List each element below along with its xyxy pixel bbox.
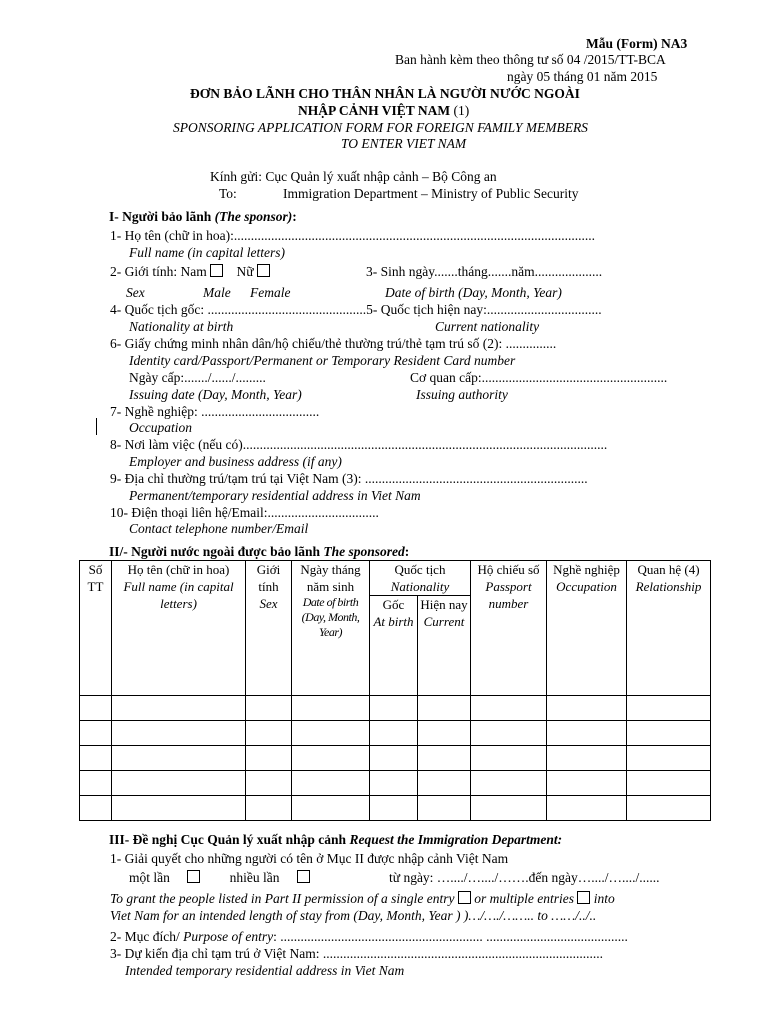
section-2-heading [109,544,409,560]
field-10-en: Contact telephone number/Email [129,521,309,536]
table-row[interactable] [80,771,711,796]
single-entry-label: một lần [129,870,170,885]
entry-options [129,870,310,886]
col-header-sex [246,561,292,696]
col-header-relationship [627,561,711,696]
request-en-line-2: Viet Nam for an intended length of stay from (Day, Month, Year ) )…/…./…….. to ……/../.. [110,908,597,923]
purpose-field[interactable] [110,929,628,945]
section-2-heading-vn: II/- Người nước ngoài được bảo lãnh [109,544,324,559]
multiple-entry-label: nhiều lần [229,870,280,885]
section-1-heading-en: (The sponsor) [214,209,293,224]
section-2-heading-colon: : [404,544,410,559]
col-header-nat-birth [370,596,418,696]
female-label: Nữ [236,264,254,279]
request-line-1: 1- Giải quyết cho những người có tên ở Mục II được nhập cảnh Việt Nam [110,851,509,866]
col-header-dob [292,561,370,696]
table-row[interactable] [80,696,711,721]
request-en-line-1 [110,891,615,907]
col-header-nat-current [418,596,471,696]
section-3-heading-en: Request the Immigration Department: [349,832,563,847]
field-9-address[interactable]: 9- Địa chỉ thường trú/tạm trú tại Việt Nam (3): .................................................................. [110,471,588,486]
purpose-label-en: Purpose of entry [183,929,274,944]
table-row[interactable] [80,721,711,746]
col-dob-en: Date of birth (Day, Month, Year) [301,595,360,639]
purpose-label-vn: 2- Mục đích/ [110,929,184,944]
table-row[interactable] [80,796,711,821]
col-header-no: Số TT [80,561,112,696]
col-header-nationality [370,561,471,596]
female-checkbox[interactable] [257,264,270,277]
multiple-entry-checkbox[interactable] [297,870,310,883]
title-vn-line-1: ĐƠN BẢO LÃNH CHO THÂN NHÂN LÀ NGƯỜI NƯỚC NGOÀI [190,86,580,101]
field-2-en-female: Female [250,285,291,300]
col-name-vn: Họ tên (chữ in hoa) [127,562,230,577]
field-6-id[interactable]: 6- Giấy chứng minh nhân dân/hộ chiếu/thẻ thường trú/thẻ tạm trú số (2): ............... [110,336,557,351]
request-en-1a: To grant the people listed in Part II permission of a single entry [110,891,455,906]
addressee-vn: Kính gửi: Cục Quản lý xuất nhập cảnh – Bộ Công an [210,169,497,184]
issued-line-1: Ban hành kèm theo thông tư số 04 /2015/TT-BCA [395,52,666,67]
purpose-dots: : ............................................................ .......................................... [273,929,628,944]
field-6-date-en: Issuing date (Day, Month, Year) [129,387,302,402]
form-code: Mẫu (Form) NA3 [586,36,688,51]
stay-period-field[interactable]: từ ngày: …..../…..../…….đến ngày…..../…..../...... [389,870,660,885]
field-7-occupation[interactable]: 7- Nghề nghiệp: ................................... [110,404,320,419]
col-nat-birth-vn: Gốc [382,597,405,612]
col-nat-vn: Quốc tịch [394,562,446,577]
col-job-vn: Nghề nghiệp [553,562,620,577]
field-6-issue-date[interactable]: Ngày cấp:......./....../......... [129,370,266,385]
single-entry-en-checkbox[interactable] [458,891,471,904]
field-10-contact[interactable]: 10- Điện thoại liên hệ/Email:................................. [110,505,379,520]
addressee-en-to: To: [219,186,237,201]
request-en-1c: into [593,891,615,906]
field-3-en: Date of birth (Day, Month, Year) [385,285,562,300]
col-pp-en: Passport number [485,579,532,611]
field-6-authority-en: Issuing authority [416,387,508,402]
col-nat-en: Nationality [390,579,450,594]
title-vn-line-2 [298,103,469,119]
text-cursor [96,418,97,435]
multiple-entry-en-checkbox[interactable] [577,891,590,904]
field-2-sex [110,264,270,280]
field-7-en: Occupation [129,420,192,435]
section-1-heading-vn: I- Người bảo lãnh [109,209,215,224]
issued-line-2: ngày 05 tháng 01 năm 2015 [507,69,658,84]
title-vn-line-2-text: NHẬP CẢNH VIỆT NAM [298,103,451,118]
title-en-line-2: TO ENTER VIET NAM [341,136,467,151]
field-8-employer[interactable]: 8- Nơi làm việc (nếu có)............................................................................................................ [110,437,608,452]
col-header-name [112,561,246,696]
col-nat-birth-en: At birth [373,614,414,629]
col-name-en: Full name (in capital letters) [123,579,234,611]
col-nat-cur-en: Current [423,614,465,629]
sponsored-persons-table [79,560,711,821]
temp-address-en: Intended temporary residential address in Viet Nam [125,963,405,978]
col-pp-vn: Hộ chiếu số [477,562,540,577]
field-5-en: Current nationality [435,319,540,334]
col-job-en: Occupation [556,579,617,594]
field-4-5-nationality[interactable]: 4- Quốc tịch gốc: ...............................................5- Quốc tịch hiện nay:.................................. [110,302,602,317]
field-2-en-sex: Sex [126,285,145,300]
field-9-en: Permanent/temporary residential address in Viet Nam [129,488,421,503]
temp-address-field[interactable]: 3- Dự kiến địa chỉ tạm trú ở Việt Nam: ................................................................................... [110,946,603,961]
field-8-en: Employer and business address (if any) [129,454,342,469]
col-rel-en: Relationship [635,579,702,594]
col-dob-vn: Ngày tháng năm sinh [300,562,361,594]
title-note: (1) [453,103,470,118]
col-nat-cur-vn: Hiện nay [420,597,468,612]
section-2-heading-en: The sponsored [323,544,405,559]
col-sex-vn: Giới tính [256,562,281,594]
field-2-label: 2- Giới tính: Nam [110,264,207,279]
table-row[interactable] [80,746,711,771]
field-1-en: Full name (in capital letters) [129,245,285,260]
single-entry-checkbox[interactable] [187,870,200,883]
col-rel-vn: Quan hệ (4) [637,562,700,577]
field-6-authority[interactable]: Cơ quan cấp:....................................................... [410,370,668,385]
field-6-en: Identity card/Passport/Permanent or Temporary Resident Card number [129,353,516,368]
addressee-en: Immigration Department – Ministry of Public Security [283,186,579,201]
title-en-line-1: SPONSORING APPLICATION FORM FOR FOREIGN FAMILY MEMBERS [173,120,588,135]
request-en-1b: or multiple entries [474,891,574,906]
field-2-en-male: Male [203,285,231,300]
section-1-heading [109,209,297,225]
field-3-dob[interactable]: 3- Sinh ngày.......tháng.......năm.................... [366,264,603,279]
col-header-occupation [547,561,627,696]
section-1-heading-colon: : [292,209,297,224]
male-checkbox[interactable] [210,264,223,277]
section-3-heading-vn: III- Đề nghị Cục Quản lý xuất nhập cảnh [109,832,350,847]
col-header-passport [471,561,547,696]
col-sex-en: Sex [259,596,278,611]
field-4-en: Nationality at birth [129,319,234,334]
field-1-full-name[interactable]: 1- Họ tên (chữ in hoa):........................................................................................................... [110,228,596,243]
section-3-heading [109,832,562,848]
